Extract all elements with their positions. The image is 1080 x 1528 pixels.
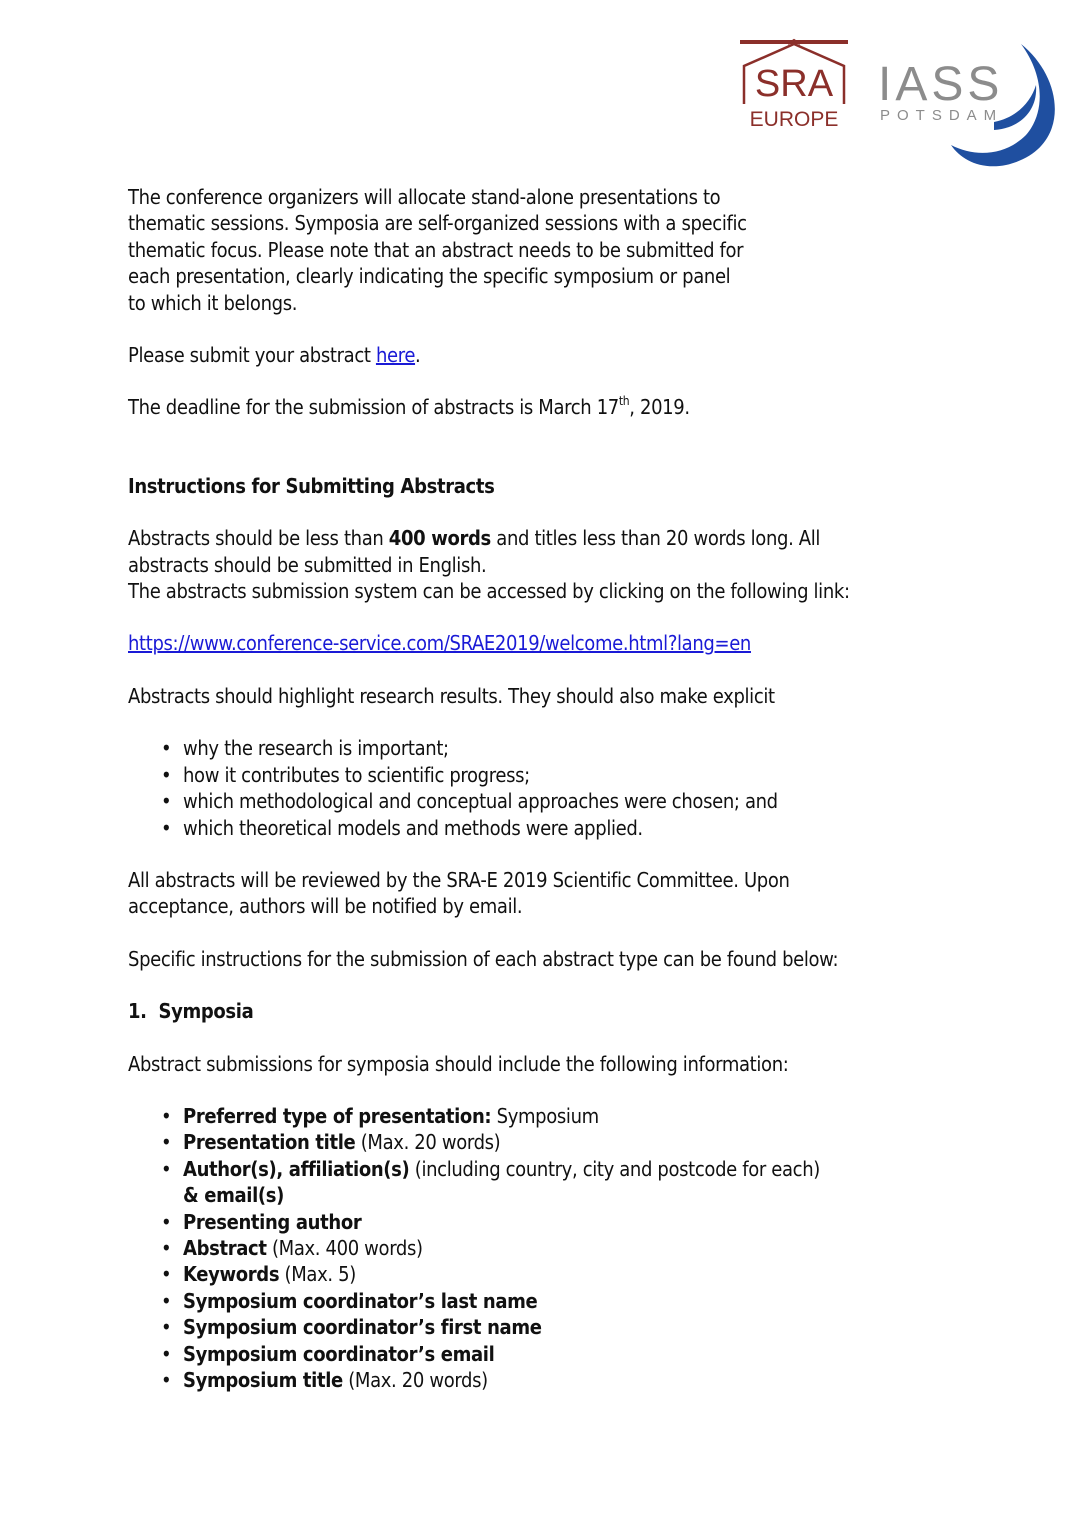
list-item <box>183 1209 948 1235</box>
item-label: & email(s) <box>183 1183 285 1208</box>
document-body <box>128 184 948 1393</box>
submission-system-link[interactable]: https://www.conference-service.com/SRAE2019/welcome.html?lang=en <box>128 631 751 656</box>
intro-line: thematic sessions. Symposia are self-organized sessions with a specific <box>128 211 747 236</box>
item-label: Preferred type of presentation: <box>183 1103 492 1128</box>
intro-line: The conference organizers will allocate stand-alone presentations to <box>128 185 721 209</box>
limit-text: Abstracts should be less than <box>128 526 389 551</box>
sra-house-icon <box>740 38 850 130</box>
specific-instructions: Specific instructions for the submission of each abstract type can be found below: <box>128 946 839 971</box>
symposia-requirements-list <box>128 1103 948 1393</box>
list-item <box>183 1288 948 1314</box>
intro-line: to which it belongs. <box>128 290 298 315</box>
symposia-heading: 1. Symposia <box>128 999 254 1024</box>
svg-text:POTSDAM: POTSDAM <box>880 107 1004 124</box>
intro-line: each presentation, clearly indicating the specific symposium or panel <box>128 264 731 289</box>
iass-potsdam-logo <box>876 40 1066 170</box>
deadline-paragraph <box>128 394 948 420</box>
iass-swoosh-icon <box>876 40 1066 170</box>
list-item: • how it contributes to scientific progress; <box>183 762 948 788</box>
deadline-text: The deadline for the submission of abstracts is March 17 <box>128 395 619 420</box>
limit-text: and titles less than 20 words long. All <box>490 526 821 551</box>
item-detail: (Max. 20 words) <box>342 1368 488 1392</box>
deadline-sup: th <box>618 393 630 408</box>
list-item <box>183 1367 948 1393</box>
item-label: Presentation title <box>183 1130 356 1155</box>
list-item: • why the research is important; <box>183 735 948 761</box>
deadline-year: , 2019. <box>629 395 690 420</box>
intro-paragraph <box>128 184 948 316</box>
intro-line: thematic focus. Please note that an abstract needs to be submitted for <box>128 237 744 262</box>
item-label: Presenting author <box>183 1209 362 1234</box>
item-detail: (including country, city and postcode for each) <box>409 1156 820 1181</box>
submit-here-link[interactable]: here <box>375 343 416 368</box>
list-item <box>183 1129 948 1155</box>
highlight-list <box>128 735 948 841</box>
instructions-heading: Instructions for Submitting Abstracts <box>128 473 495 498</box>
item-detail: (Max. 5) <box>279 1262 356 1287</box>
list-item: • which theoretical models and methods were applied. <box>183 815 948 841</box>
access-text: The abstracts submission system can be accessed by clicking on the following link: <box>128 579 850 604</box>
review-text: acceptance, authors will be notified by email. <box>128 894 523 919</box>
item-label: Abstract <box>183 1235 267 1260</box>
item-label: Keywords <box>183 1262 280 1287</box>
item-detail: (Max. 400 words) <box>266 1235 423 1260</box>
word-limit-paragraph <box>128 525 948 604</box>
list-item <box>183 1341 948 1367</box>
highlight-paragraph: Abstracts should highlight research results. They should also make explicit <box>128 683 775 708</box>
sra-europe-logo <box>740 38 850 130</box>
submit-suffix: . <box>415 343 421 368</box>
review-text: All abstracts will be reviewed by the SRA-E 2019 Scientific Committee. Upon <box>128 867 790 892</box>
item-label: Symposium coordinator’s email <box>183 1341 495 1366</box>
item-detail: Symposium <box>491 1103 599 1128</box>
item-label: Symposium title <box>183 1368 343 1392</box>
list-item <box>183 1314 948 1340</box>
list-item <box>183 1103 948 1129</box>
list-item <box>183 1235 948 1261</box>
list-item <box>183 1261 948 1287</box>
symposia-intro: Abstract submissions for symposia should include the following information: <box>128 1051 789 1076</box>
limit-bold: 400 words <box>388 526 491 551</box>
svg-text:IASS: IASS <box>878 58 1004 111</box>
list-item: • which methodological and conceptual approaches were chosen; and <box>183 788 948 814</box>
item-label: Author(s), affiliation(s) <box>183 1156 410 1181</box>
review-paragraph <box>128 867 948 920</box>
submit-text: Please submit your abstract <box>128 343 376 368</box>
svg-text:SRA: SRA <box>754 63 834 105</box>
item-label: Symposium coordinator’s last name <box>183 1288 538 1313</box>
link-paragraph <box>128 630 948 656</box>
list-item <box>183 1156 948 1209</box>
svg-text:EUROPE: EUROPE <box>749 108 839 130</box>
submit-paragraph <box>128 342 948 368</box>
limit-text: abstracts should be submitted in English. <box>128 552 487 577</box>
item-label: Symposium coordinator’s first name <box>183 1315 542 1340</box>
item-detail: (Max. 20 words) <box>355 1130 501 1155</box>
